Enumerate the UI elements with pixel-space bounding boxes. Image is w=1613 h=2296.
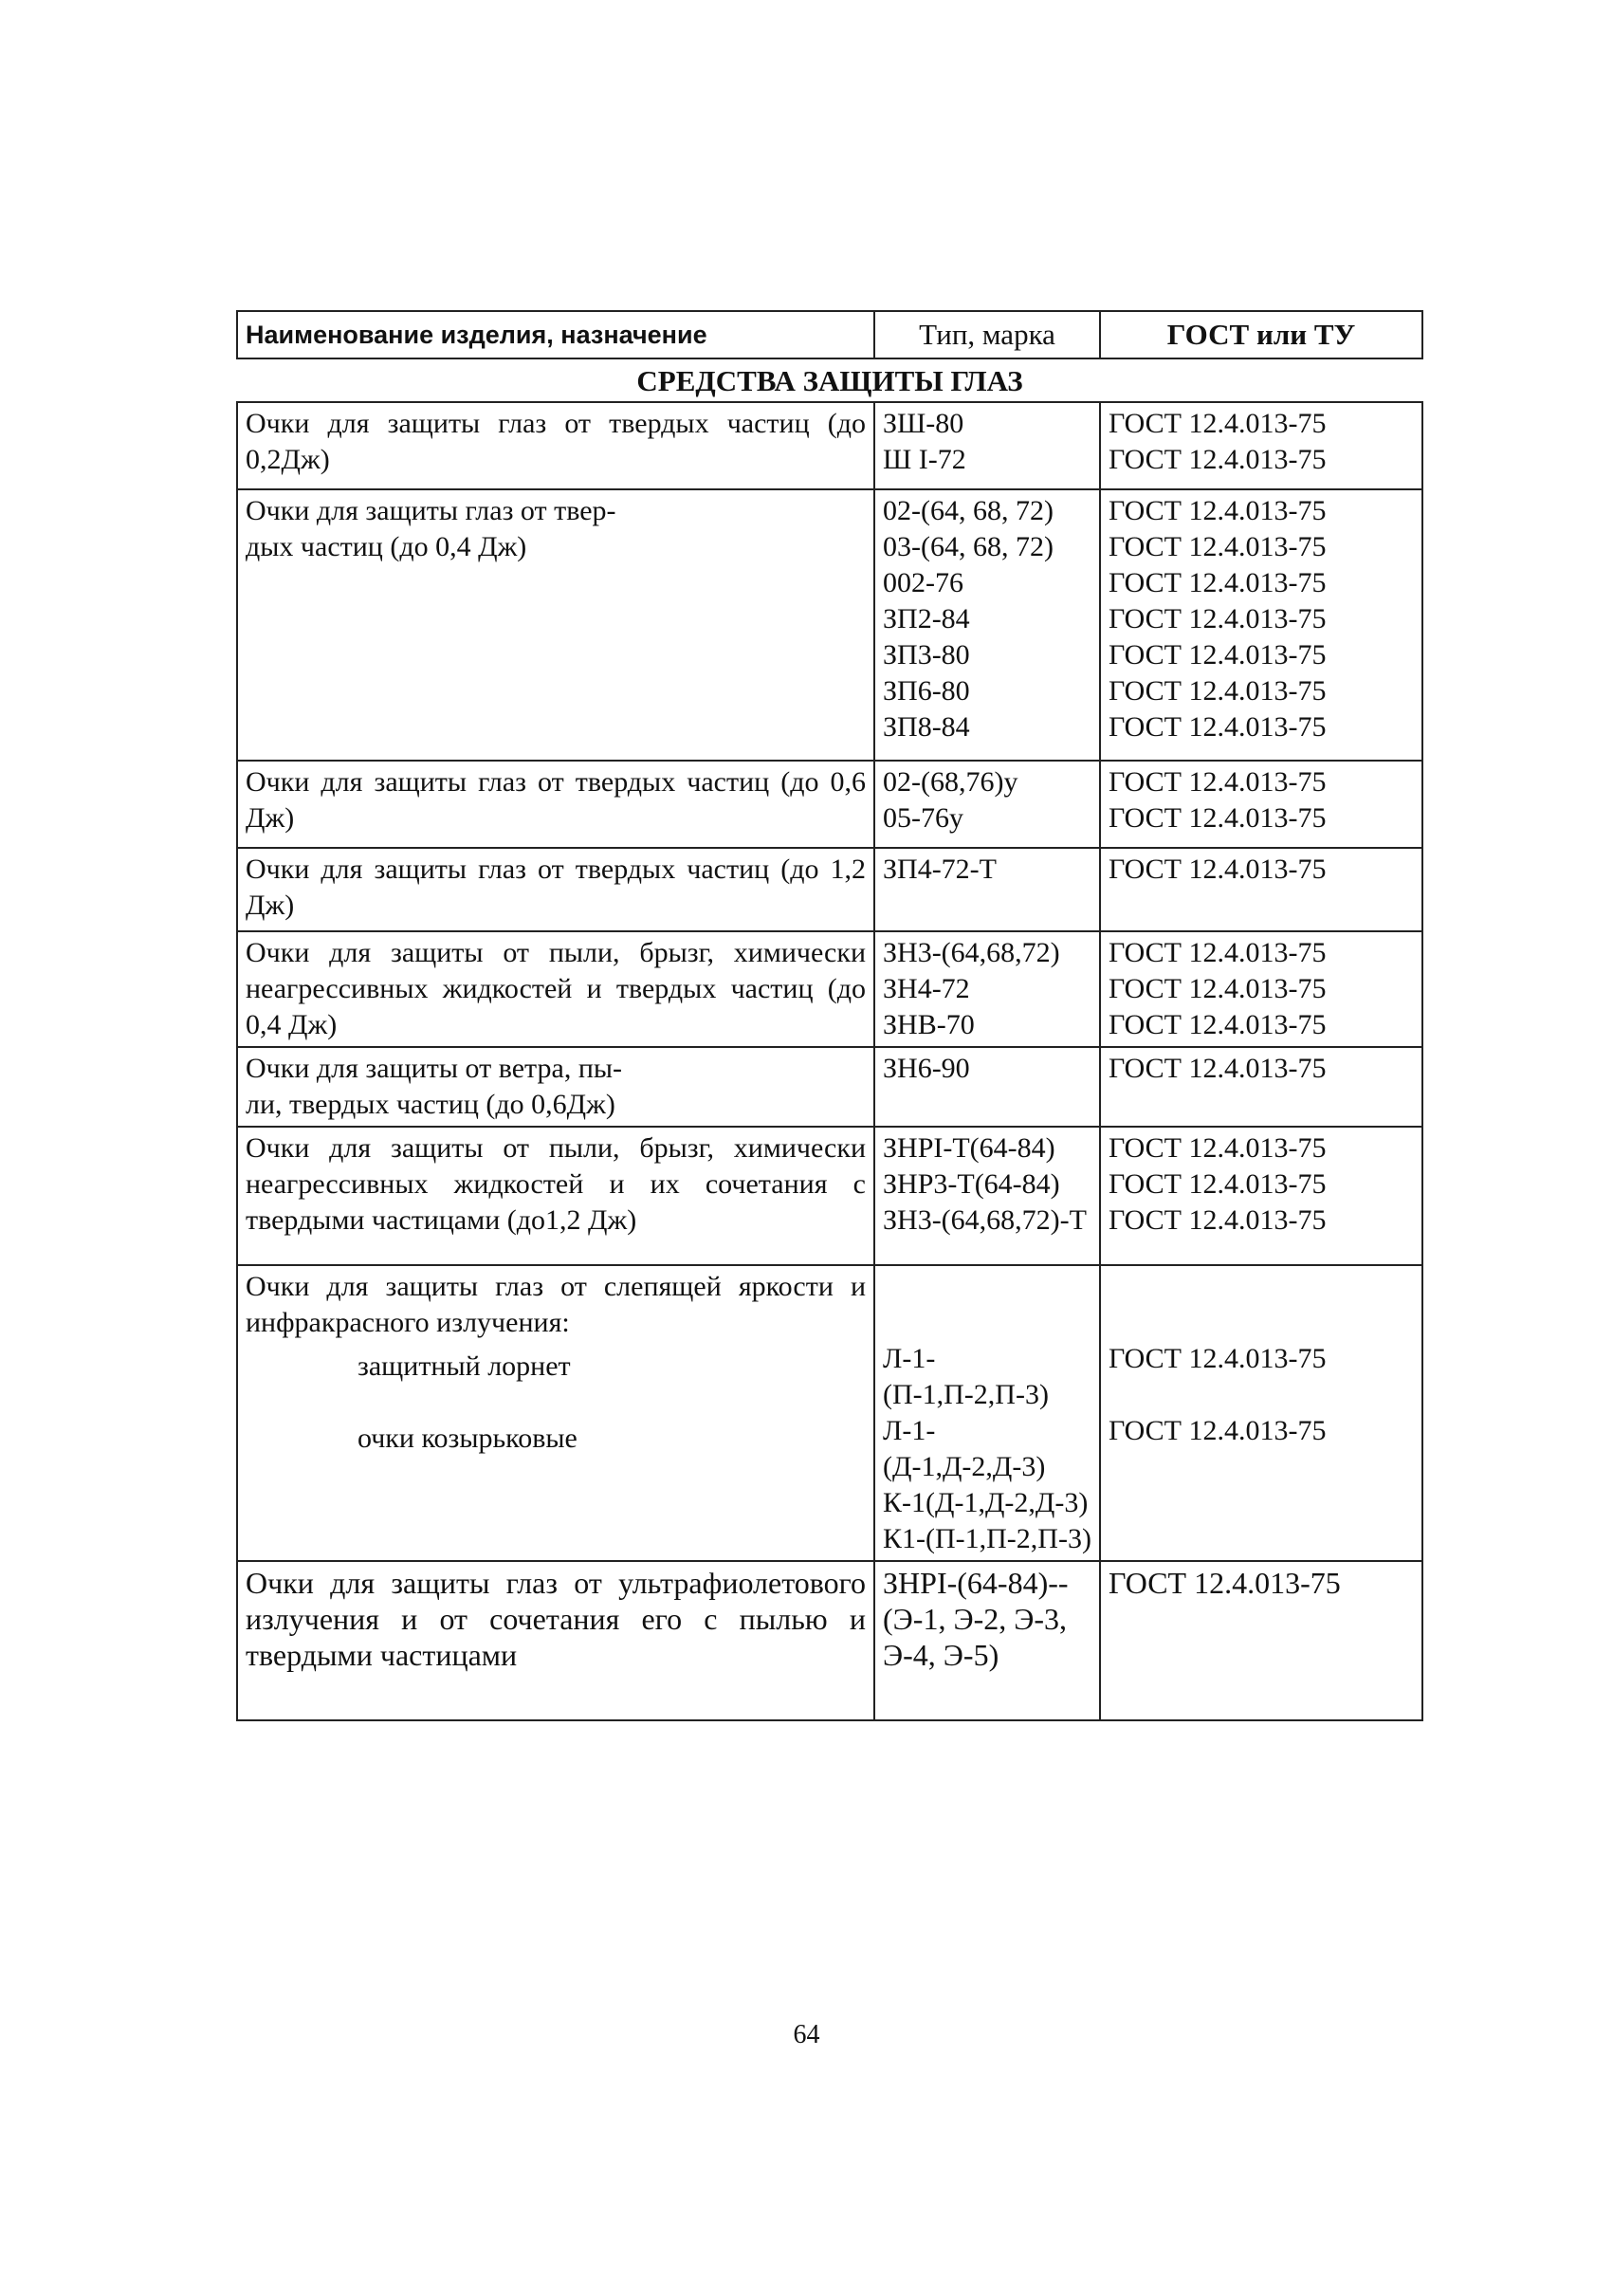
table-row [237,1265,1422,1561]
row-name [237,1047,874,1127]
protective-equipment-table [236,310,1423,1721]
name-line: дых частиц (до 0,4 Дж) [246,531,527,562]
table-row [237,1047,1422,1127]
gost-value: ГОСТ 12.4.013-75 [1109,495,1327,526]
gost-value: ГОСТ 12.4.013-75 [1109,1009,1327,1040]
type-value: ЗНР3-Т(64-84) [883,1168,1060,1200]
row-name: Очки для защиты от пыли, брызг, химически неагрессивных жидкостей и их сочетания с твердыми частицами (до1,2 Дж) [237,1127,874,1265]
section-title: СРЕДСТВА ЗАЩИТЫ ГЛАЗ [636,364,1023,397]
type-value: 002-76 [883,567,963,598]
table-row [237,848,1422,931]
name-line: Очки для защиты глаз от твер- [246,495,616,526]
type-value: ЗНРI-Т(64-84) [883,1132,1055,1164]
gost-value: ГОСТ 12.4.013-75 [1109,1204,1327,1236]
header-type: Тип, марка [874,311,1100,358]
gost-value: ГОСТ 12.4.013-75 [1109,802,1327,834]
gost-value: ГОСТ 12.4.013-75 [1109,1168,1327,1200]
type-value: ЗП8-84 [883,711,970,743]
gost-value: ГОСТ 12.4.013-75 [1109,567,1327,598]
table-row [237,402,1422,489]
row-gosts [1100,1561,1422,1720]
section-row [237,358,1422,402]
type-value: ЗН3-(64,68,72) [883,937,1060,968]
type-value: 03-(64, 68, 72) [883,531,1054,562]
gost-value: ГОСТ 12.4.013-75 [1109,1343,1327,1374]
type-value: ЗП6-80 [883,675,970,707]
table-row [237,1127,1422,1265]
type-value: ЗНВ-70 [883,1009,975,1040]
type-value: ЗП3-80 [883,639,970,670]
type-value: Л-1-(П-1,П-2,П-3) [883,1343,1049,1410]
row-name: Очки для защиты от пыли, брызг, химически неагрессивных жидкостей и твердых частиц (до 0,4 Дж) [237,931,874,1047]
type-value: ЗН3-(64,68,72)-Т [883,1204,1087,1236]
row-gosts [1100,1047,1422,1127]
row-name [237,489,874,761]
type-value: К-1(Д-1,Д-2,Д-3) [883,1487,1089,1518]
gost-value: ГОСТ 12.4.013-75 [1109,531,1327,562]
table-row [237,931,1422,1047]
row-name: Очки для защиты глаз от твердых частиц (до 0,2Дж) [237,402,874,489]
row-gosts [1100,931,1422,1047]
type-value: ЗП2-84 [883,603,970,634]
row-gosts [1100,489,1422,761]
row-gosts [1100,1265,1422,1561]
header-gost: ГОСТ или ТУ [1100,311,1422,358]
type-value: Л-1-(Д-1,Д-2,Д-3) [883,1415,1046,1482]
type-value: ЗН6-90 [883,1053,970,1084]
table-header-row [237,311,1422,358]
gost-value: ГОСТ 12.4.013-75 [1109,766,1327,798]
gost-value: ГОСТ 12.4.013-75 [1109,639,1327,670]
type-value: 02-(64, 68, 72) [883,495,1054,526]
row-types [874,761,1100,848]
gost-value: ГОСТ 12.4.013-75 [1109,603,1327,634]
row-name: Очки для защиты глаз от ультрафиолетового излучения и от сочетания его с пылью и твердыми частицами [237,1561,874,1720]
gost-value: ГОСТ 12.4.013-75 [1109,1053,1327,1084]
gost-value: ГОСТ 12.4.013-75 [1109,408,1327,439]
gost-value: ГОСТ 12.4.013-75 [1109,711,1327,743]
type-value: ЗШ-80 [883,408,964,439]
row-types [874,402,1100,489]
sub-item-lorgnette: защитный лорнет [357,1350,571,1382]
name-line: Очки для защиты от ветра, пы- [246,1053,623,1084]
table-row [237,489,1422,761]
type-value: Ш I-72 [883,444,966,475]
type-value: ЗН4-72 [883,973,970,1004]
name-line: ли, твердых частиц (до 0,6Дж) [246,1089,615,1120]
header-name: Наименование изделия, назначение [237,311,874,358]
table-row [237,761,1422,848]
page-number: 64 [793,2020,820,2049]
row-types [874,931,1100,1047]
row-types [874,1265,1100,1561]
gost-value: ГОСТ 12.4.013-75 [1109,973,1327,1004]
type-value: К1-(П-1,П-2,П-3) [883,1523,1091,1554]
type-value: 02-(68,76)у [883,766,1018,798]
document-body [236,310,1421,1721]
row-name: Очки для защиты глаз от твердых частиц (до 1,2 Дж) [237,848,874,931]
row-types [874,1561,1100,1720]
row-types [874,1127,1100,1265]
gost-value: ГОСТ 12.4.013-75 [1109,675,1327,707]
gost-value: ГОСТ 12.4.013-75 [1109,937,1327,968]
row-name [237,1265,874,1561]
row-gosts [1100,1127,1422,1265]
gost-value: ГОСТ 12.4.013-75 [1109,1566,1341,1600]
row-types [874,489,1100,761]
table-row [237,1561,1422,1720]
type-value: ЗП4-72-Т [883,854,997,885]
gost-value: ГОСТ 12.4.013-75 [1109,1415,1327,1446]
row-types [874,848,1100,931]
type-value: 05-76у [883,802,963,834]
gost-value: ГОСТ 12.4.013-75 [1109,854,1327,885]
row-name: Очки для защиты глаз от твердых частиц (до 0,6 Дж) [237,761,874,848]
row-name-text: Очки для защиты глаз от слепящей яркости и инфракрасного излучения: [246,1271,866,1338]
row-gosts [1100,761,1422,848]
type-value: ЗНРI-(64-84)--(Э-1, Э-2, Э-3, Э-4, Э-5) [883,1566,1069,1672]
row-gosts [1100,402,1422,489]
row-gosts [1100,848,1422,931]
row-types [874,1047,1100,1127]
gost-value: ГОСТ 12.4.013-75 [1109,444,1327,475]
sub-item-visor-glasses: очки козырьковые [357,1423,577,1454]
gost-value: ГОСТ 12.4.013-75 [1109,1132,1327,1164]
